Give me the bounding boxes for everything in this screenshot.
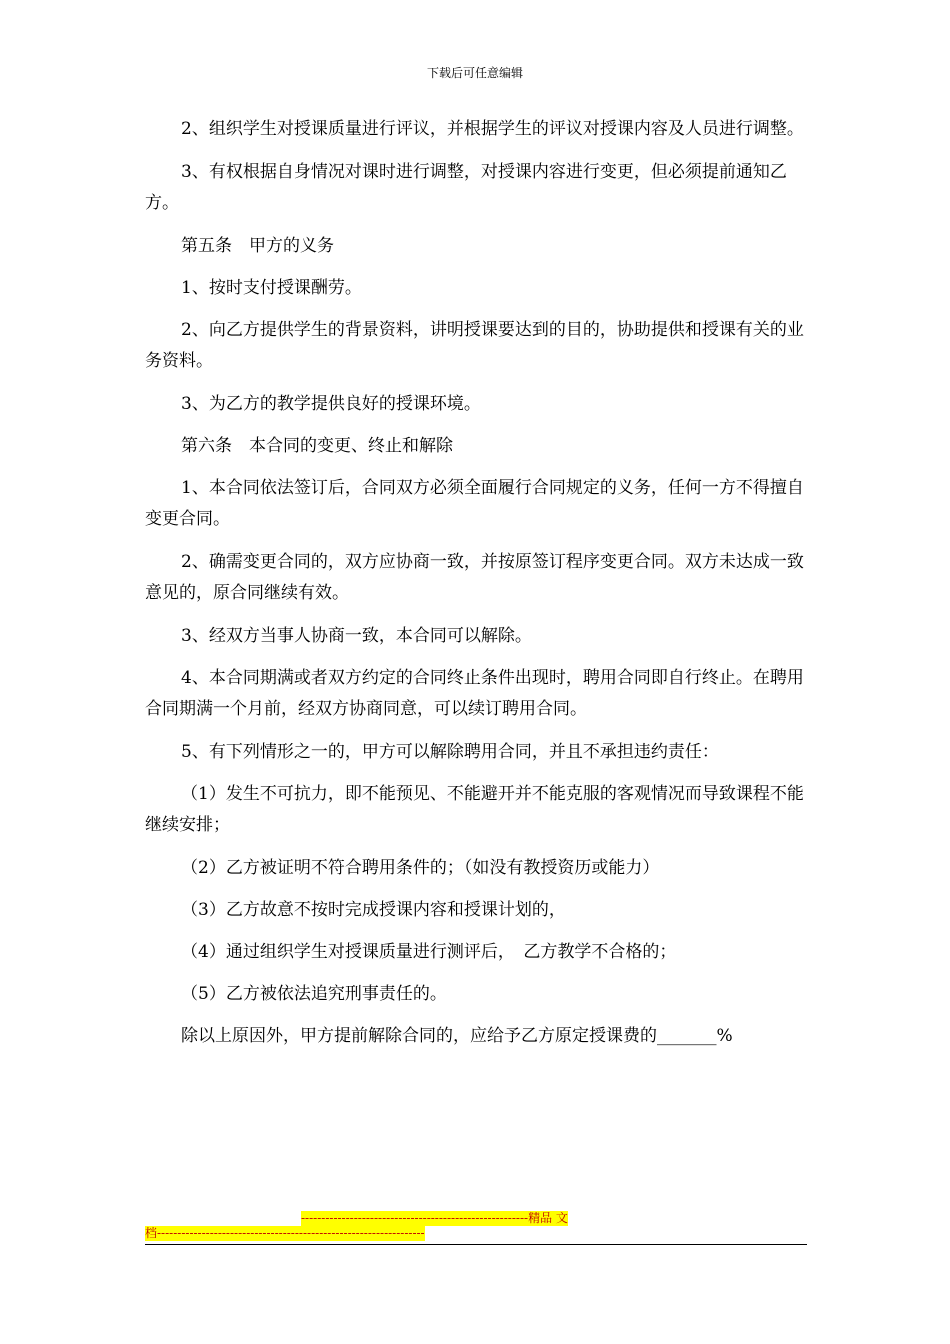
footer-band-line-1: --------------------------------------------------------精品 文 bbox=[301, 1211, 568, 1225]
paragraph-item-2: （2）乙方被证明不符合聘用条件的；（如没有教授资历或能力） bbox=[181, 858, 660, 878]
paragraph-item-1: （1）发生不可抗力，即不能预见、不能避开并不能克服的客观情况而导致课程不能继续安排； bbox=[145, 784, 804, 835]
footer-divider bbox=[145, 1244, 807, 1245]
paragraph-clause-6-4: 4、本合同期满或者双方约定的合同终止条件出现时，聘用合同即自行终止。在聘用合同期满一个月前，经双方协商同意，可以续订聘用合同。 bbox=[145, 668, 804, 719]
paragraph-clause-5-3: 3、为乙方的教学提供良好的授课环境。 bbox=[181, 394, 481, 414]
paragraph-clause-6-1: 1、本合同依法签订后，合同双方必须全面履行合同规定的义务，任何一方不得擅自变更合同。 bbox=[145, 478, 804, 529]
paragraph-clause-6-2: 2、确需变更合同的，双方应协商一致，并按原签订程序变更合同。双方未达成一致意见的，原合同继续有效。 bbox=[145, 552, 804, 603]
paragraph-termination-fee: 除以上原因外，甲方提前解除合同的，应给予乙方原定授课费的_______% bbox=[181, 1026, 733, 1046]
paragraph-clause-4-3: 3、有权根据自身情况对课时进行调整，对授课内容进行变更，但必须提前通知乙方。 bbox=[145, 162, 787, 213]
paragraph-clause-6-3: 3、经双方当事人协商一致，本合同可以解除。 bbox=[181, 626, 532, 646]
footer-band-line-2: 档------------------------------------------------------------------ bbox=[145, 1226, 425, 1240]
section-heading-article-6: 第六条 本合同的变更、终止和解除 bbox=[181, 436, 453, 456]
page-header: 下载后可任意编辑 bbox=[426, 66, 523, 80]
paragraph-clause-4-2: 2、组织学生对授课质量进行评议，并根据学生的评议对授课内容及人员进行调整。 bbox=[181, 119, 804, 139]
paragraph-clause-5-1: 1、按时支付授课酬劳。 bbox=[181, 278, 362, 298]
paragraph-clause-5-2: 2、向乙方提供学生的背景资料，讲明授课要达到的目的，协助提供和授课有关的业务资料。 bbox=[145, 320, 804, 371]
paragraph-item-5: （5）乙方被依法追究刑事责任的。 bbox=[181, 984, 447, 1004]
paragraph-item-3: （3）乙方故意不按时完成授课内容和授课计划的， bbox=[181, 900, 566, 920]
footer-watermark-band bbox=[145, 1211, 815, 1241]
paragraph-item-4: （4）通过组织学生对授课质量进行测评后， 乙方教学不合格的； bbox=[181, 942, 677, 962]
paragraph-clause-6-5: 5、有下列情形之一的，甲方可以解除聘用合同，并且不承担违约责任： bbox=[181, 742, 719, 762]
document-body bbox=[145, 114, 815, 1063]
section-heading-article-5: 第五条 甲方的义务 bbox=[181, 236, 334, 256]
